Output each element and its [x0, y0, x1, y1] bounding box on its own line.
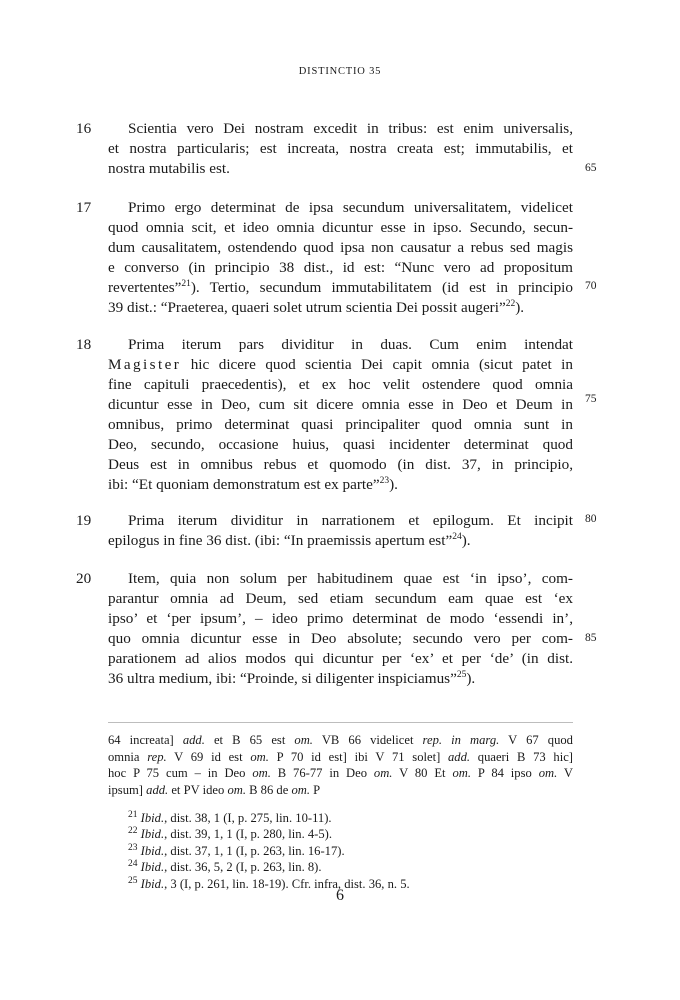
paragraph-20	[108, 569, 573, 689]
text-line: parantur omnia ad Deum, sed etiam secundum eam quae est ‘ex	[108, 590, 573, 607]
italic-segment: rep.	[147, 749, 167, 764]
text-segment: et B 65 est	[204, 733, 295, 747]
paragraph-18	[108, 335, 573, 495]
italic-segment: om.	[294, 733, 313, 747]
paragraph-number: 18	[76, 336, 92, 353]
text-segment: ).	[389, 476, 398, 493]
page-number: 6	[336, 887, 344, 904]
italic-segment: add.	[448, 749, 471, 764]
text-segment: B 76-77 in Deo	[270, 766, 374, 780]
paragraph-number: 20	[76, 570, 92, 587]
italic-segment: om.	[252, 766, 271, 780]
text-segment: P 70 id est] ibi V 71 solet]	[268, 749, 448, 764]
text-segment: P 84 ipso	[471, 766, 539, 780]
text-segment: P	[310, 782, 321, 797]
text-line: omnibus, primo determinat quasi principaliter quod omnia sunt in	[108, 416, 573, 433]
italic-segment: rep. in marg.	[422, 733, 500, 747]
text-line: dicuntur esse in Deo, cum sit dicere omnia esse in Deo et Deum in	[108, 396, 573, 413]
spaced-name: Magister	[108, 356, 182, 373]
text-line: dum causalitatem, ostendendo quod ipsa non causatur a rebus sed magis	[108, 239, 573, 256]
text-segment: 39 dist.: “Praeterea, quaeri solet utrum scientia Dei possit augeri”	[108, 299, 506, 316]
footnote	[128, 826, 573, 842]
text-line: parationem ad alios modos qui dicuntur per ‘ex’ et per ‘de’ (in dist.	[108, 650, 573, 667]
apparatus-line	[108, 732, 573, 749]
text-segment: , dist. 36, 5, 2 (I, p. 263, lin. 8).	[164, 860, 322, 875]
text-line	[108, 531, 573, 551]
footnote-ref: 22	[505, 298, 516, 309]
text-segment: quaeri B 73 hic]	[470, 749, 573, 764]
text-line	[108, 298, 573, 318]
line-number: 80	[585, 513, 597, 525]
text-segment: et PV ideo	[168, 782, 228, 797]
text-line: quod omnia scit, et ideo omnia dicuntur esse in ipso. Secundo, secun-	[108, 219, 573, 236]
italic-segment: om.	[250, 749, 269, 764]
paragraph-19	[108, 511, 573, 551]
paragraph-17	[108, 198, 573, 318]
text-segment: ibi: “Et quoniam demonstratum est ex parte”	[108, 476, 380, 493]
text-line	[108, 278, 573, 298]
text-segment: omnia	[108, 749, 148, 764]
paragraph-number: 17	[76, 199, 92, 216]
text-line: Scientia vero Dei nostram excedit in tribus: est enim universalis,	[128, 120, 573, 137]
text-segment: hoc P 75 cum – in Deo	[108, 766, 253, 780]
apparatus-line	[108, 765, 573, 782]
text-segment: ).	[466, 670, 476, 687]
paragraph-16	[108, 119, 573, 179]
text-segment: VB 66 videlicet	[312, 733, 423, 747]
text-segment: B 86 de	[245, 782, 292, 797]
text-line: nostra mutabilis est.	[108, 160, 230, 177]
footnote-ref: 21	[181, 278, 191, 289]
footnote-ref: 23	[379, 475, 390, 486]
italic-segment: om.	[227, 782, 246, 797]
text-segment: ). Tertio, secundum immutabilitatem (id est in principio	[190, 279, 573, 296]
text-segment: hic dicere quod scientia Dei capit omnia (sicut patet in	[190, 356, 574, 373]
line-number: 65	[585, 162, 597, 174]
italic-segment: Ibid.	[140, 827, 165, 842]
text-segment: 64 increata]	[108, 733, 183, 747]
paragraph-number: 19	[76, 512, 92, 529]
italic-segment: Ibid.	[140, 811, 165, 825]
line-number: 85	[585, 632, 597, 644]
apparatus-divider	[108, 722, 573, 723]
text-line	[108, 475, 573, 495]
text-line: Primo ergo determinat de ipsa secundum universalitatem, videlicet	[128, 199, 573, 216]
italic-segment: Ibid.	[140, 843, 165, 858]
text-segment: ).	[461, 532, 471, 549]
footnote-number: 21	[128, 809, 138, 820]
text-line: e converso (in principio 38 dist., id est: “Nunc vero ad propositum	[108, 259, 573, 276]
footnotes	[128, 810, 573, 892]
text-segment: revertentes”	[108, 279, 182, 296]
italic-segment: add.	[182, 733, 205, 747]
footnote-number: 24	[128, 859, 138, 870]
text-segment: , 3 (I, p. 261, lin. 18-19). Cfr. infra, dist. 36, n. 5.	[164, 876, 410, 891]
italic-segment: om.	[538, 766, 558, 780]
italic-segment: om.	[373, 766, 393, 780]
text-segment: 36 ultra medium, ibi: “Proinde, si diligenter inspiciamus”	[108, 670, 457, 687]
italic-segment: add.	[146, 782, 169, 797]
line-number: 70	[585, 280, 597, 292]
text-segment: V 67 quod	[499, 733, 573, 747]
text-segment: ipsum]	[108, 782, 147, 797]
apparatus-line	[108, 749, 573, 766]
italic-segment: om.	[291, 782, 311, 797]
line-number: 75	[585, 393, 597, 405]
footnote	[128, 810, 573, 826]
footnote-ref: 24	[452, 531, 462, 542]
text-segment: , dist. 39, 1, 1 (I, p. 280, lin. 4-5).	[164, 827, 333, 842]
text-segment: V 69 id est	[166, 749, 251, 764]
text-line: Item, quia non solum per habitudinem quae est ‘in ipso’, com-	[128, 570, 573, 587]
text-segment: ).	[515, 299, 525, 316]
italic-segment: Ibid.	[140, 876, 165, 891]
text-line: Prima iterum dividitur in narrationem et epilogum. Et incipit	[128, 512, 573, 529]
text-segment: V	[557, 766, 574, 780]
text-line: ipso’ et ‘per ipsum’, – ideo primo determinat de modo ‘essendi in’,	[108, 610, 573, 627]
text-segment: , dist. 38, 1 (I, p. 275, lin. 10-11).	[164, 811, 332, 825]
apparatus-line	[108, 782, 573, 799]
text-segment: , dist. 37, 1, 1 (I, p. 263, lin. 16-17).	[164, 843, 345, 858]
text-line: fine capituli praecedentis), et ex hoc velit ostendere quod omnia	[108, 376, 573, 393]
text-line	[108, 669, 573, 689]
text-segment: epilogus in fine 36 dist. (ibi: “In praemissis apertum est”	[108, 532, 453, 549]
italic-segment: Ibid.	[140, 860, 165, 875]
text-line: Deo, secundo, occasione huius, quasi incidenter determinat quod	[108, 436, 573, 453]
critical-apparatus	[108, 732, 573, 798]
footnote	[128, 859, 573, 875]
text-line: Deus est in omnibus rebus et quomodo (in dist. 37, in principio,	[108, 456, 573, 473]
footnote	[128, 843, 573, 859]
text-segment: V 80 Et	[392, 766, 453, 780]
text-line: Prima iterum pars dividitur in duas. Cum enim intendat	[128, 336, 573, 353]
footnote-number: 25	[128, 875, 138, 886]
paragraph-number: 16	[76, 120, 92, 137]
text-line	[108, 355, 573, 375]
footnote-number: 22	[128, 826, 138, 837]
text-line: et nostra particularis; est increata, nostra creata est; immutabilis, et	[108, 140, 573, 157]
footnote-ref: 25	[456, 669, 467, 680]
italic-segment: om.	[452, 766, 471, 780]
text-line: quo omnia dicuntur esse in Deo absolute; secundo vero per com-	[108, 630, 573, 647]
footnote-number: 23	[128, 842, 138, 853]
running-header: DISTINCTIO 35	[298, 66, 382, 77]
